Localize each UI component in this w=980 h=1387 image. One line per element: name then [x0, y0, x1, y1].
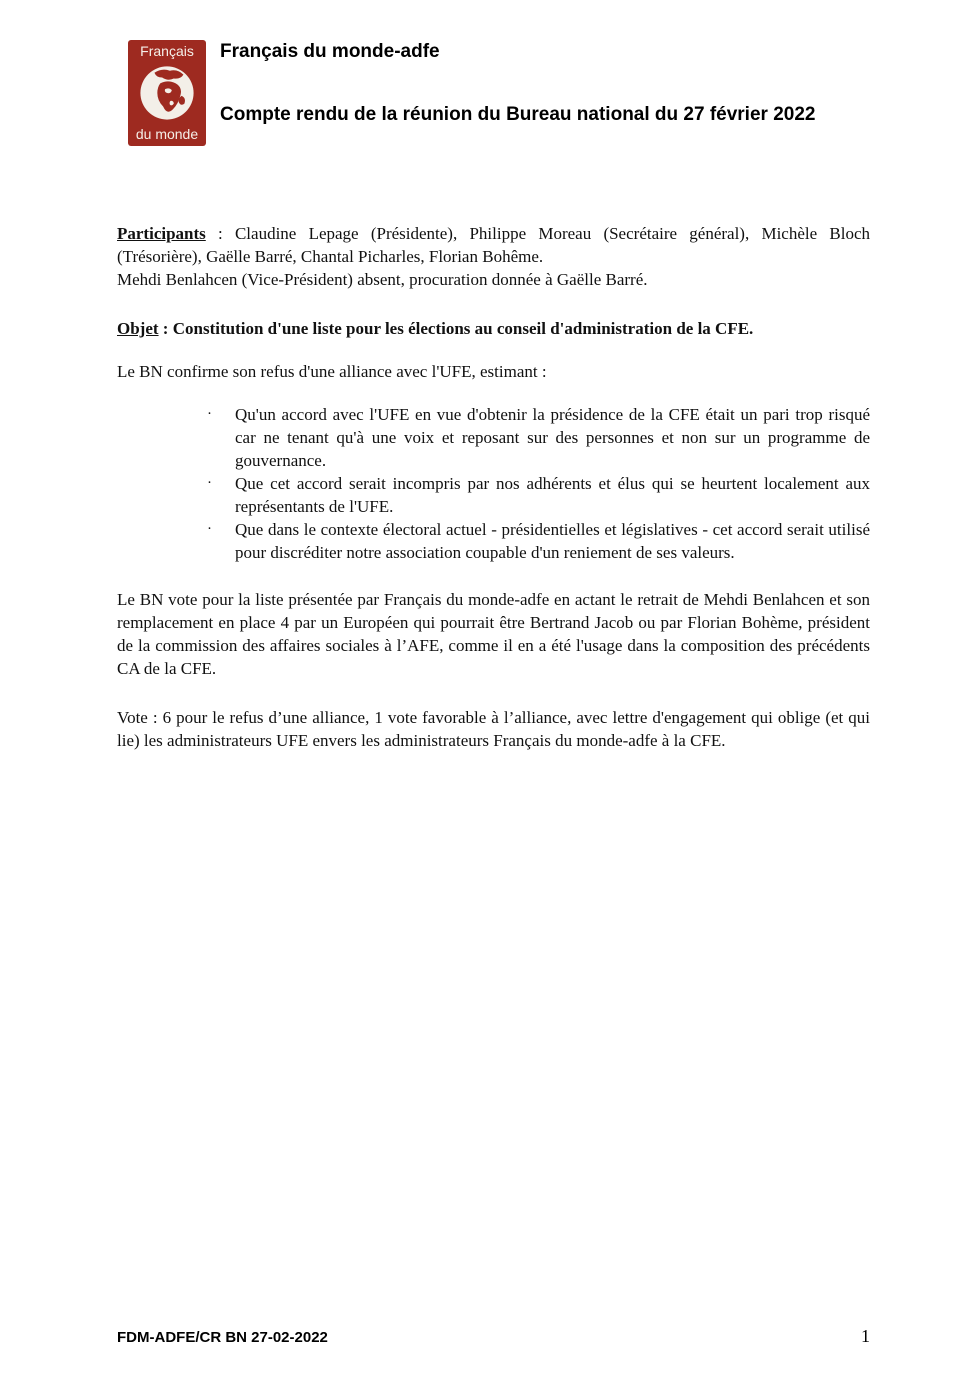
intro-paragraph: Le BN confirme son refus d'une alliance avec l'UFE, estimant : [117, 362, 547, 381]
header [220, 41, 920, 126]
participants-paragraph [117, 222, 870, 291]
participants-list: Claudine Lepage (Présidente), Philippe Moreau (Secrétaire général), Michèle Bloch (Trésorière), Gaëlle Barré, Chantal Picharles, Florian Bohême. [117, 224, 870, 266]
bullet-item [117, 472, 870, 518]
objet-label: Objet [117, 319, 159, 338]
vote-result-paragraph: Vote : 6 pour le refus d’une alliance, 1 vote favorable à l’alliance, avec lettre d'engagement qui oblige (et qui lie) les administrateurs UFE envers les administrateurs Français du monde-adfe à la CFE. [117, 708, 870, 750]
document-body [117, 222, 870, 752]
org-logo [128, 40, 206, 146]
page-footer [117, 1326, 870, 1347]
participants-separator: : [205, 224, 235, 243]
document-reference: FDM-ADFE/CR BN 27-02-2022 [117, 1329, 328, 1346]
bullet-icon: · [207, 406, 212, 422]
document-title: Compte rendu de la réunion du Bureau national du 27 février 2022 [220, 104, 816, 125]
objet-paragraph [117, 317, 870, 340]
vote-decision-paragraph: Le BN vote pour la liste présentée par Français du monde-adfe en actant le retrait de Mehdi Benlahcen et son remplacement en place 4 par un Européen qui pourrait être Bertrand Jacob ou par Florian Bohème, président de la commission des affaires sociales à l’AFE, comme il en a été l'usage dans la composition des précédents CA de la CFE. [117, 590, 870, 678]
logo-top-text: Français [140, 43, 194, 59]
objet-text: Constitution d'une liste pour les élections au conseil d'administration de la CFE. [172, 319, 754, 338]
bullet-icon: · [207, 475, 212, 491]
bullet-icon: · [207, 521, 212, 537]
bullet-text: Que dans le contexte électoral actuel - présidentielles et législatives - cet accord serait utilisé pour discréditer notre association coupable d'un reniement de ses valeurs. [235, 520, 870, 562]
bullet-text: Que cet accord serait incompris par nos adhérents et élus qui se heurtent localement aux représentants de l'UFE. [235, 474, 870, 516]
globe-icon [138, 64, 196, 122]
bullet-item [117, 403, 870, 472]
participants-label: Participants [117, 224, 206, 243]
bullet-item [117, 518, 870, 564]
participants-absent-note: Mehdi Benlahcen (Vice-Président) absent, procuration donnée à Gaëlle Barré. [117, 270, 648, 289]
page-number: 1 [861, 1326, 870, 1346]
logo-bottom-text: du monde [135, 126, 199, 142]
org-title: Français du monde-adfe [220, 41, 440, 62]
bullet-list [117, 403, 870, 564]
bullet-text: Qu'un accord avec l'UFE en vue d'obtenir la présidence de la CFE était un pari trop risqué car ne tenant qu'à une voix et reposant sur des personnes et non sur un programme de gouvernance. [235, 405, 870, 470]
objet-separator: : [158, 319, 173, 338]
